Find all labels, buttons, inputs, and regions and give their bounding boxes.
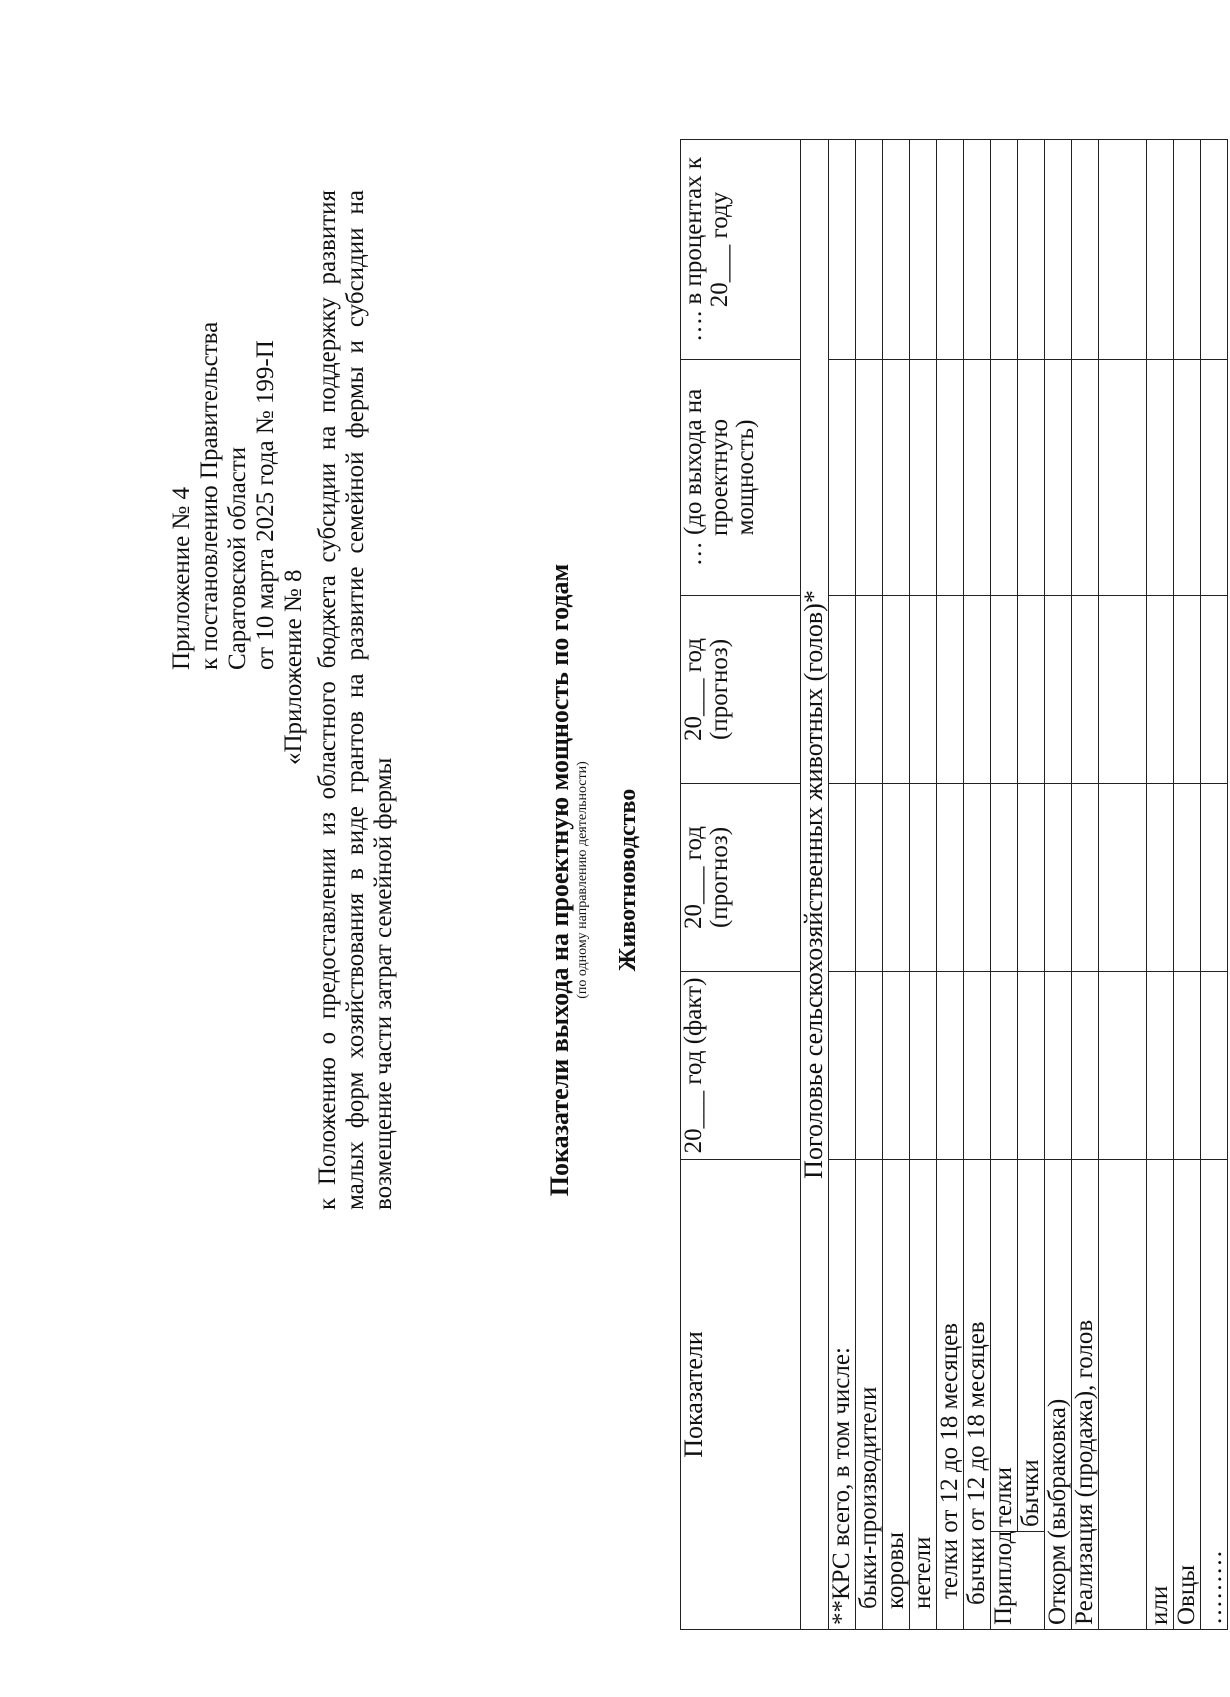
appendix-header (168, 150, 280, 670)
page-subtitle: (по одному направлению деятельности) (575, 761, 590, 999)
table-cell (964, 359, 991, 595)
table-cell (910, 971, 937, 1159)
document-page (130, 110, 1230, 1650)
section-label: Поголовье сельскохозяйственных животных (голов)* (801, 139, 829, 1629)
table-cell (1045, 139, 1072, 359)
table-row (910, 139, 937, 1629)
table-cell (1174, 971, 1201, 1159)
row-label: телки от 12 до 18 месяцев (937, 1159, 964, 1629)
table-cell (1147, 139, 1174, 359)
table-cell (883, 359, 910, 595)
table-row (829, 139, 856, 1629)
table-cell (991, 595, 1018, 783)
table-cell (1099, 595, 1147, 783)
table-cell (991, 139, 1018, 359)
table-cell (883, 783, 910, 971)
table-cell (856, 783, 883, 971)
table-header-row (681, 139, 801, 1629)
table-cell (1072, 359, 1099, 595)
table-cell (937, 595, 964, 783)
table-row (1045, 139, 1072, 1629)
table-cell (829, 139, 856, 359)
table-cell (1201, 359, 1228, 595)
table-cell (856, 139, 883, 359)
table-cell (937, 971, 964, 1159)
row-label: коровы (883, 1159, 910, 1629)
table-cell (1072, 783, 1099, 971)
table-cell (829, 971, 856, 1159)
table-cell (1045, 971, 1072, 1159)
table-cell (1018, 139, 1045, 359)
table-cell (1147, 359, 1174, 595)
table-cell (1147, 783, 1174, 971)
section-title: Животноводство (615, 788, 641, 972)
row-label: Реализация (продажа), голов (1072, 1159, 1099, 1629)
row-label: быки-производители (856, 1159, 883, 1629)
row-label (1099, 1159, 1147, 1629)
table-cell (829, 595, 856, 783)
table-cell (1174, 359, 1201, 595)
indicators-table (680, 139, 1228, 1630)
table-cell (1147, 595, 1174, 783)
table-row (1174, 139, 1201, 1629)
row-label: ……… (1201, 1159, 1228, 1629)
table-cell (910, 595, 937, 783)
table-cell (1072, 139, 1099, 359)
row-group-label: Приплод (991, 1532, 1045, 1630)
table-cell (937, 139, 964, 359)
title-block (545, 110, 643, 1650)
table-cell (856, 971, 883, 1159)
table-cell (1018, 595, 1045, 783)
table-cell (1018, 971, 1045, 1159)
row-label: **КРС всего, в том числе: (829, 1159, 856, 1629)
table-row (1072, 139, 1099, 1629)
appendix-ref: «Приложение № 8 (280, 569, 307, 765)
table-row (1018, 139, 1045, 1629)
table-cell (1147, 971, 1174, 1159)
row-label: Овцы (1174, 1159, 1201, 1629)
table-row (1147, 139, 1174, 1629)
regulation-paragraph: к Положению о предоставлении из областного бюджета субсидии на поддержку развития малых форм хозяйствования в виде грантов на развитие семейной фермы и субсидии на возмещение части затрат семейной фермы (314, 190, 397, 1210)
table-cell (1072, 971, 1099, 1159)
row-label: телки (991, 1159, 1018, 1531)
table-cell (883, 971, 910, 1159)
header-line: Саратовской области (224, 446, 251, 670)
table-row (991, 139, 1018, 1629)
table-row (1201, 139, 1228, 1629)
table-row (883, 139, 910, 1629)
table-cell (1018, 783, 1045, 971)
column-header: 20___ год (прогноз) (681, 595, 801, 783)
row-label: нетели (910, 1159, 937, 1629)
table-cell (883, 139, 910, 359)
header-line: Приложение № 4 (168, 486, 195, 670)
table-cell (991, 971, 1018, 1159)
table-cell (910, 139, 937, 359)
table-cell (937, 783, 964, 971)
table-cell (1099, 359, 1147, 595)
table-cell (1174, 783, 1201, 971)
table-row (1099, 139, 1147, 1629)
table-cell (1174, 139, 1201, 359)
regulation-reference (280, 190, 398, 1210)
table-cell (1099, 971, 1147, 1159)
table-cell (964, 139, 991, 359)
row-label: бычки (1018, 1159, 1045, 1531)
table-row (856, 139, 883, 1629)
page-title: Показатели выхода на проектную мощность по годам (545, 563, 574, 1197)
row-label: Откорм (выбраковка) (1045, 1159, 1072, 1629)
table-cell (1072, 595, 1099, 783)
table-cell (1201, 783, 1228, 971)
column-header: 20___ год (прогноз) (681, 783, 801, 971)
table-cell (1099, 139, 1147, 359)
header-line: от 10 марта 2025 года № 199-П (252, 340, 279, 670)
table-cell (1201, 595, 1228, 783)
table-cell (1018, 359, 1045, 595)
table-cell (964, 971, 991, 1159)
table-cell (1099, 783, 1147, 971)
table-cell (1174, 595, 1201, 783)
table-row (937, 139, 964, 1629)
table-cell (964, 783, 991, 971)
table-cell (937, 359, 964, 595)
column-header: … (до выхода на проектную мощность) (681, 359, 801, 595)
column-header: Показатели (681, 1159, 801, 1629)
table-cell (883, 595, 910, 783)
table-cell (910, 783, 937, 971)
header-line: к постановлению Правительства (196, 321, 223, 670)
table-cell (910, 359, 937, 595)
table-cell (1201, 139, 1228, 359)
row-label: или (1147, 1159, 1174, 1629)
table-cell (1045, 595, 1072, 783)
row-label: бычки от 12 до 18 месяцев (964, 1159, 991, 1629)
column-header: …. в процентах к 20___ году (681, 139, 801, 359)
section-row (801, 139, 829, 1629)
table-cell (856, 359, 883, 595)
table-cell (991, 359, 1018, 595)
table-cell (1045, 359, 1072, 595)
table-cell (829, 783, 856, 971)
table-cell (829, 359, 856, 595)
column-header: 20___ год (факт) (681, 971, 801, 1159)
table-cell (1201, 971, 1228, 1159)
table-cell (1045, 783, 1072, 971)
table-cell (964, 595, 991, 783)
table-row (964, 139, 991, 1629)
table-cell (856, 595, 883, 783)
table-cell (991, 783, 1018, 971)
